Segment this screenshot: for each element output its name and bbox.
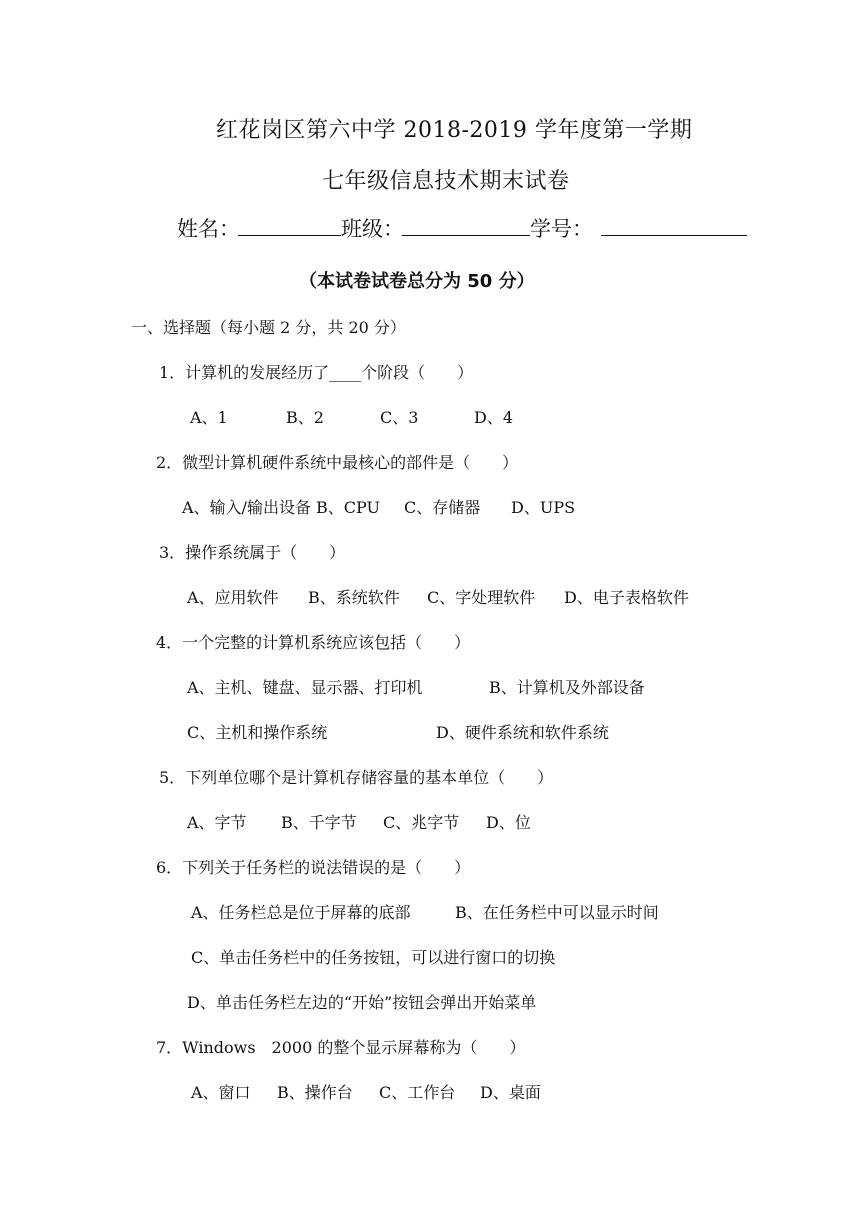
option-d: D、硬件系统和软件系统 [436, 723, 609, 742]
question-6: 6．下列关于任务栏的说法错误的是（ ） [156, 858, 471, 877]
question-5-options [187, 810, 531, 833]
option-c: C、3 [380, 408, 419, 427]
question-5: 5．下列单位哪个是计算机存储容量的基本单位（ ） [159, 768, 554, 787]
option-a: A、1 [190, 408, 228, 427]
option-a: A、应用软件 [187, 588, 279, 607]
question-2: 2．微型计算机硬件系统中最核心的部件是（ ） [156, 453, 519, 472]
name-blank[interactable] [238, 213, 341, 236]
option-b: B、计算机及外部设备 [489, 678, 645, 697]
question-3-options [187, 585, 689, 608]
option-c: C、存储器 [404, 498, 481, 517]
total-score-note: （本试卷试卷总分为 50 分） [299, 271, 535, 292]
question-1-options [190, 405, 513, 428]
question-6-option-c: C、单击任务栏中的任务按钮，可以进行窗口的切换 [191, 948, 556, 967]
question-6-option-d: D、单击任务栏左边的“开始”按钮会弹出开始菜单 [187, 993, 537, 1012]
option-a: A、任务栏总是位于屏幕的底部 [191, 903, 411, 922]
option-d: D、UPS [511, 498, 576, 517]
student-id-blank[interactable] [601, 213, 747, 236]
option-b: B、操作台 [277, 1083, 353, 1102]
question-4-options-row1 [187, 675, 645, 698]
option-d: D、位 [486, 813, 531, 832]
name-label: 姓名： [177, 217, 240, 241]
option-d: D、桌面 [480, 1083, 541, 1102]
option-c: C、主机和操作系统 [187, 723, 328, 742]
exam-title-line2: 七年级信息技术期末试卷 [322, 169, 570, 194]
option-ab: A、输入/输出设备 B、CPU [182, 498, 381, 517]
option-c: C、兆字节 [383, 813, 460, 832]
option-a: A、窗口 [191, 1083, 251, 1102]
question-3: 3．操作系统属于（ ） [159, 543, 346, 562]
question-1: 1．计算机的发展经历了____个阶段（ ） [159, 363, 474, 382]
question-4-options-row2 [187, 720, 609, 743]
option-a: A、主机、键盘、显示器、打印机 [187, 678, 423, 697]
class-label: 班级： [341, 217, 404, 241]
student-info-fields [177, 213, 747, 243]
option-c: C、字处理软件 [427, 588, 536, 607]
option-a: A、字节 [187, 813, 247, 832]
option-b: B、千字节 [281, 813, 357, 832]
question-6-options-row1 [191, 900, 659, 923]
class-blank[interactable] [402, 213, 530, 236]
student-id-label: 学号： [530, 217, 593, 241]
option-b: B、2 [286, 408, 324, 427]
section-heading-choice: 一、选择题（每小题 2 分，共 20 分） [131, 318, 406, 337]
question-7-options [191, 1080, 541, 1103]
exam-title-line1: 红花岗区第六中学 2018-2019 学年度第一学期 [216, 118, 693, 143]
option-b: B、系统软件 [308, 588, 400, 607]
question-4: 4．一个完整的计算机系统应该包括（ ） [156, 633, 471, 652]
option-d: D、4 [474, 408, 514, 427]
option-b: B、在任务栏中可以显示时间 [455, 903, 659, 922]
option-d: D、电子表格软件 [564, 588, 689, 607]
option-c: C、工作台 [379, 1083, 456, 1102]
question-7: 7．Windows 2000 的整个显示屏幕称为（ ） [156, 1038, 526, 1057]
question-2-options [182, 495, 575, 518]
